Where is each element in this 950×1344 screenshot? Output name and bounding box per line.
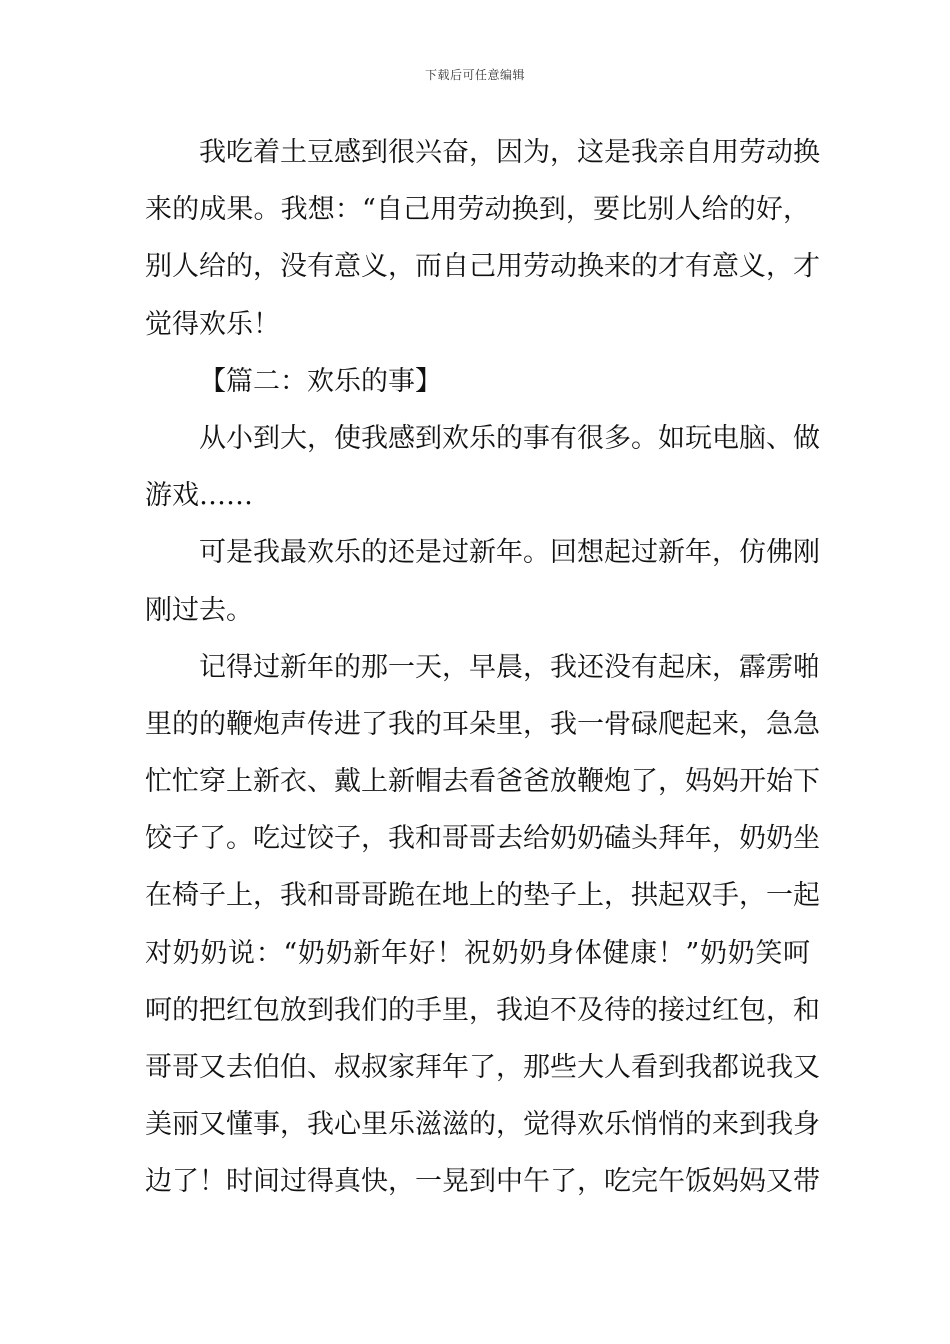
paragraph-line: 记得过新年的那一天，早晨，我还没有起床，霹雳啪 — [199, 651, 820, 683]
paragraph-line: 哥哥又去伯伯、叔叔家拜年了，那些大人看到我都说我又 — [145, 1052, 820, 1083]
paragraph-line: 忙忙穿上新衣、戴上新帽去看爸爸放鞭炮了，妈妈开始下 — [145, 766, 820, 798]
paragraph-line: 从小到大，使我感到欢乐的事有很多。如玩电脑、做 — [199, 422, 820, 454]
paragraph-line: 刚过去。 — [145, 594, 253, 626]
paragraph-line: 对奶奶说：“奶奶新年好！祝奶奶身体健康！”奶奶笑呵 — [145, 937, 810, 969]
paragraph-line: 呵的把红包放到我们的手里，我迫不及待的接过红包，和 — [145, 994, 820, 1026]
paragraph-line: 美丽又懂事，我心里乐滋滋的，觉得欢乐悄悄的来到我身 — [145, 1109, 820, 1141]
paragraph-line: 我吃着土豆感到很兴奋，因为，这是我亲自用劳动换 — [199, 137, 820, 168]
paragraph-line: 在椅子上，我和哥哥跪在地上的垫子上，拱起双手，一起 — [145, 880, 820, 912]
paragraph-line: 游戏…… — [145, 480, 253, 512]
paragraph-line: 边了！时间过得真快，一晃到中午了，吃完午饭妈妈又带 — [145, 1166, 820, 1198]
paragraph-line: 饺子了。吃过饺子，我和哥哥去给奶奶磕头拜年，奶奶坐 — [145, 823, 820, 855]
document-body — [145, 124, 820, 1211]
paragraph-line: 觉得欢乐！ — [145, 308, 280, 340]
paragraph-line: 别人给的，没有意义，而自己用劳动换来的才有意义，才 — [145, 251, 820, 283]
section-heading: 【篇二：欢乐的事】 — [199, 365, 442, 397]
paragraph-line: 可是我最欢乐的还是过新年。回想起过新年，仿佛刚 — [199, 537, 820, 569]
page-header: 下载后可任意编辑 — [424, 68, 525, 82]
paragraph-line: 里的的鞭炮声传进了我的耳朵里，我一骨碌爬起来，急急 — [145, 708, 820, 740]
paragraph-line: 来的成果。我想：“自己用劳动换到，要比别人给的好， — [145, 194, 810, 226]
